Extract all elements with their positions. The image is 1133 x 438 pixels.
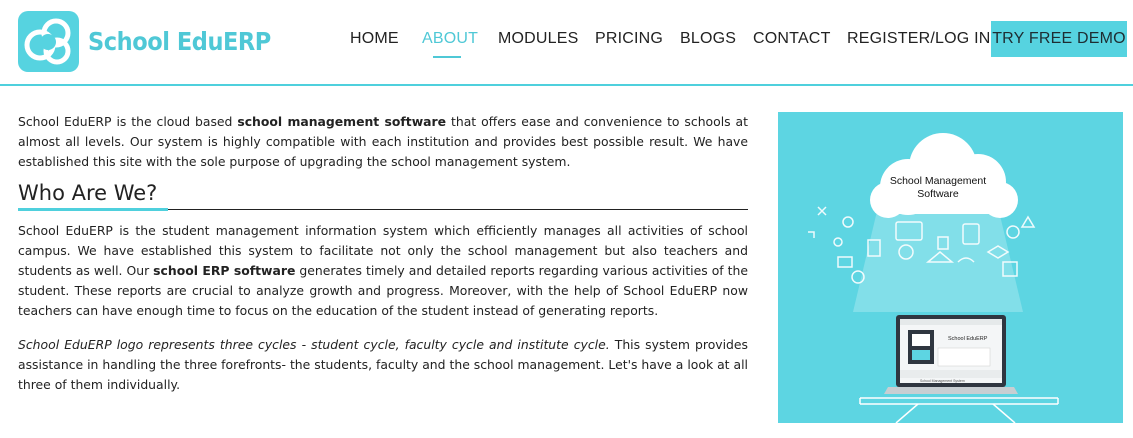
who-paragraph — [18, 221, 748, 320]
illustration-graphic — [778, 112, 1123, 423]
intro-text-rest: that offers ease and convenience to schools at almost all levels. Our system is highly compatible with each institution and provides best possible result. We have established this site with the sole purpose of upgrading the school management system. — [18, 114, 748, 169]
nav-register-login[interactable]: REGISTER/LOG IN — [847, 30, 991, 47]
try-free-demo-button[interactable]: TRY FREE DEMO — [991, 21, 1127, 57]
main-nav — [0, 21, 1133, 61]
intro-text: School EduERP is the cloud based — [18, 114, 238, 129]
nav-blogs[interactable]: BLOGS — [680, 30, 737, 47]
brand-name: School EduERP — [88, 27, 271, 56]
who-text-rest: generates timely and detailed reports regarding various activities of the student. These reports are crucial to analyze growth and progress. Moreover, with the help of School EduERP now teachers can have enough time to focus on the education of the student instead of generating reports. — [18, 262, 748, 318]
logo-paragraph — [18, 335, 748, 394]
laptop-screen-footer: School Management System — [920, 379, 965, 383]
who-keyword: school ERP software — [153, 262, 296, 278]
section-heading: Who Are We? — [18, 179, 748, 210]
cloud-label — [878, 175, 998, 201]
cloud-label-line2: Software — [917, 188, 959, 200]
cloud-label-line1: School Management — [889, 175, 987, 187]
laptop-screen-title: School EduERP — [948, 336, 988, 342]
site-header — [0, 0, 1133, 86]
nav-pricing[interactable]: PRICING — [595, 30, 664, 47]
intro-paragraph — [18, 112, 748, 171]
nav-contact[interactable]: CONTACT — [753, 30, 831, 47]
nav-home[interactable]: HOME — [350, 30, 399, 47]
logo-meaning-text: School EduERP logo represents three cycles - student cycle, faculty cycle and institute cycle. — [18, 337, 610, 353]
nav-modules[interactable]: MODULES — [498, 30, 579, 47]
intro-keyword: school management software — [237, 114, 447, 129]
logo-paragraph-rest: This system provides assistance in handling the three forefronts- the students, faculty and the school management. Let's have a look at all three of them individually. — [18, 337, 749, 392]
about-content — [18, 112, 748, 395]
nav-about[interactable]: ABOUT — [422, 30, 479, 47]
school-management-illustration — [778, 112, 1123, 423]
who-text: School EduERP is the student management information system which efficiently manages all activities of school campus. We have established this system to facilitate not only the school management but also teachers and students as well. Our — [18, 223, 748, 278]
active-nav-indicator — [433, 56, 461, 58]
